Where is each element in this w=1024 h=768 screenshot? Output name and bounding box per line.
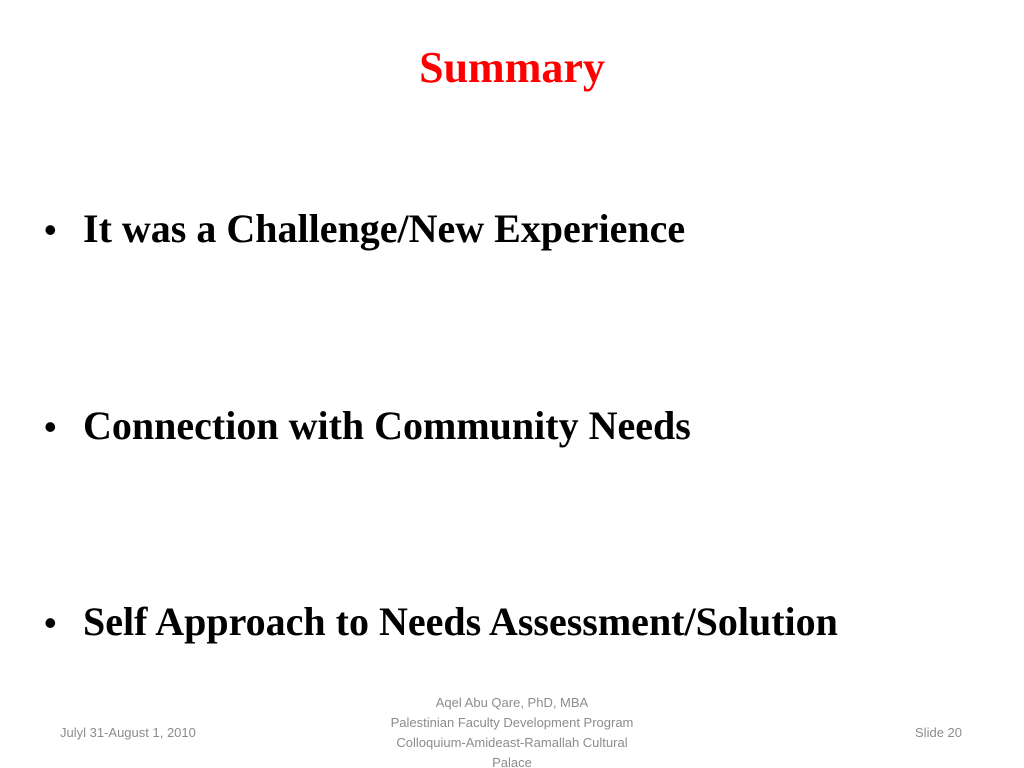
bullet-item — [44, 205, 1004, 254]
bullet-dot-icon: • — [44, 209, 57, 250]
footer-slide-number: Slide 20 — [915, 725, 962, 740]
footer-presenter-line: Palace — [492, 755, 532, 768]
footer-presenter-line: Palestinian Faculty Development Program — [390, 715, 634, 730]
footer-presenter-line: Aqel Abu Qare, PhD, MBA — [435, 695, 589, 710]
bullet-text: Self Approach to Needs Assessment/Solution — [83, 599, 838, 644]
footer-presenter-info — [362, 693, 662, 768]
slide-title: Summary — [419, 43, 605, 92]
bullet-text: It was a Challenge/New Experience — [83, 206, 686, 251]
bullet-dot-icon: • — [44, 406, 57, 447]
footer-presenter-line: Colloquium-Amideast-Ramallah Cultural — [396, 735, 628, 750]
bullet-text: Connection with Community Needs — [83, 403, 691, 448]
bullet-dot-icon: • — [44, 602, 57, 643]
footer-date: Julyl 31-August 1, 2010 — [60, 725, 196, 740]
bullet-item — [44, 598, 1004, 647]
bullet-item — [44, 402, 1004, 451]
